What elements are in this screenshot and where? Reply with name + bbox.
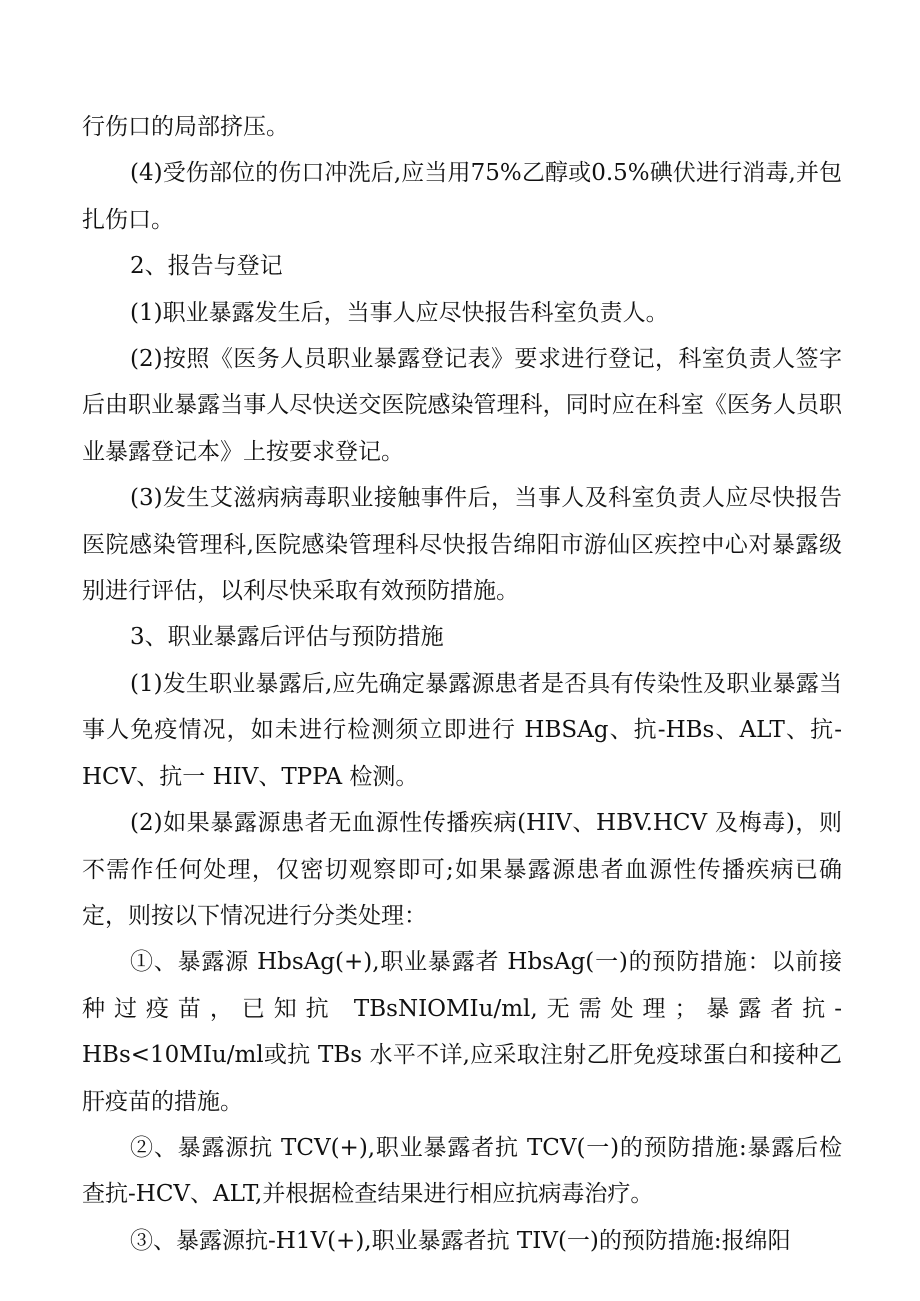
paragraph-wound-disinfection: (4)受伤部位的伤口冲洗后,应当用75%乙醇或0.5%碘伏进行消毒,并包扎伤口。 — [82, 160, 842, 233]
section-heading-assessment-prevention: 3、职业暴露后评估与预防措施 — [130, 624, 444, 651]
paragraph-classification: (2)如果暴露源患者无血源性传播疾病(HIV、HBV.HCV 及梅毒)，则不需作任何处理，仅密切观察即可;如果暴露源患者血源性传播疾病已确定，则按以下情况进行分类处理： — [82, 810, 842, 929]
paragraph-registration: (2)按照《医务人员职业暴露登记表》要求进行登记，科室负责人签字后由职业暴露当事人尽快送交医院感染管理科，同时应在科室《医务人员职业暴露登记本》上按要求登记。 — [82, 346, 842, 465]
document-body — [82, 104, 842, 1264]
paragraph-hiv-measures: ③、暴露源抗-H1V(+),职业暴露者抗 TIV(一)的预防措施:报绵阳 — [130, 1227, 791, 1254]
paragraph-continuation: 行伤口的局部挤压。 — [82, 114, 289, 140]
paragraph-report-to-head: (1)职业暴露发生后，当事人应尽快报告科室负责人。 — [130, 299, 669, 326]
paragraph-hiv-exposure-report: (3)发生艾滋病病毒职业接触事件后，当事人及科室负责人应尽快报告医院感染管理科,医院感染管理科尽快报告绵阳市游仙区疾控中心对暴露级别进行评估，以利尽快采取有效预防措施。 — [82, 485, 842, 605]
paragraph-source-assessment: (1)发生职业暴露后,应先确定暴露源患者是否具有传染性及职业暴露当事人免疫情况，如未进行检测须立即进行 HBSAg、抗-HBs、ALT、抗-HCV、抗一 HIV、TPPA 检测。 — [82, 670, 842, 790]
section-heading-report-register: 2、报告与登记 — [130, 253, 283, 280]
paragraph-hbv-measures: ①、暴露源 HbsAg(+),职业暴露者 HbsAg(一)的预防措施：以前接种过疫苗，已知抗 TBsNIOMIu/ml,无需处理；暴露者抗-HBs<10MIu/ml或抗 TBs 水平不详,应采取注射乙肝免疫球蛋白和接种乙肝疫苗的措施。 — [82, 949, 842, 1115]
paragraph-hcv-measures: ②、暴露源抗 TCV(+),职业暴露者抗 TCV(一)的预防措施:暴露后检查抗-HCV、ALT,并根据检查结果进行相应抗病毒治疗。 — [82, 1134, 842, 1208]
